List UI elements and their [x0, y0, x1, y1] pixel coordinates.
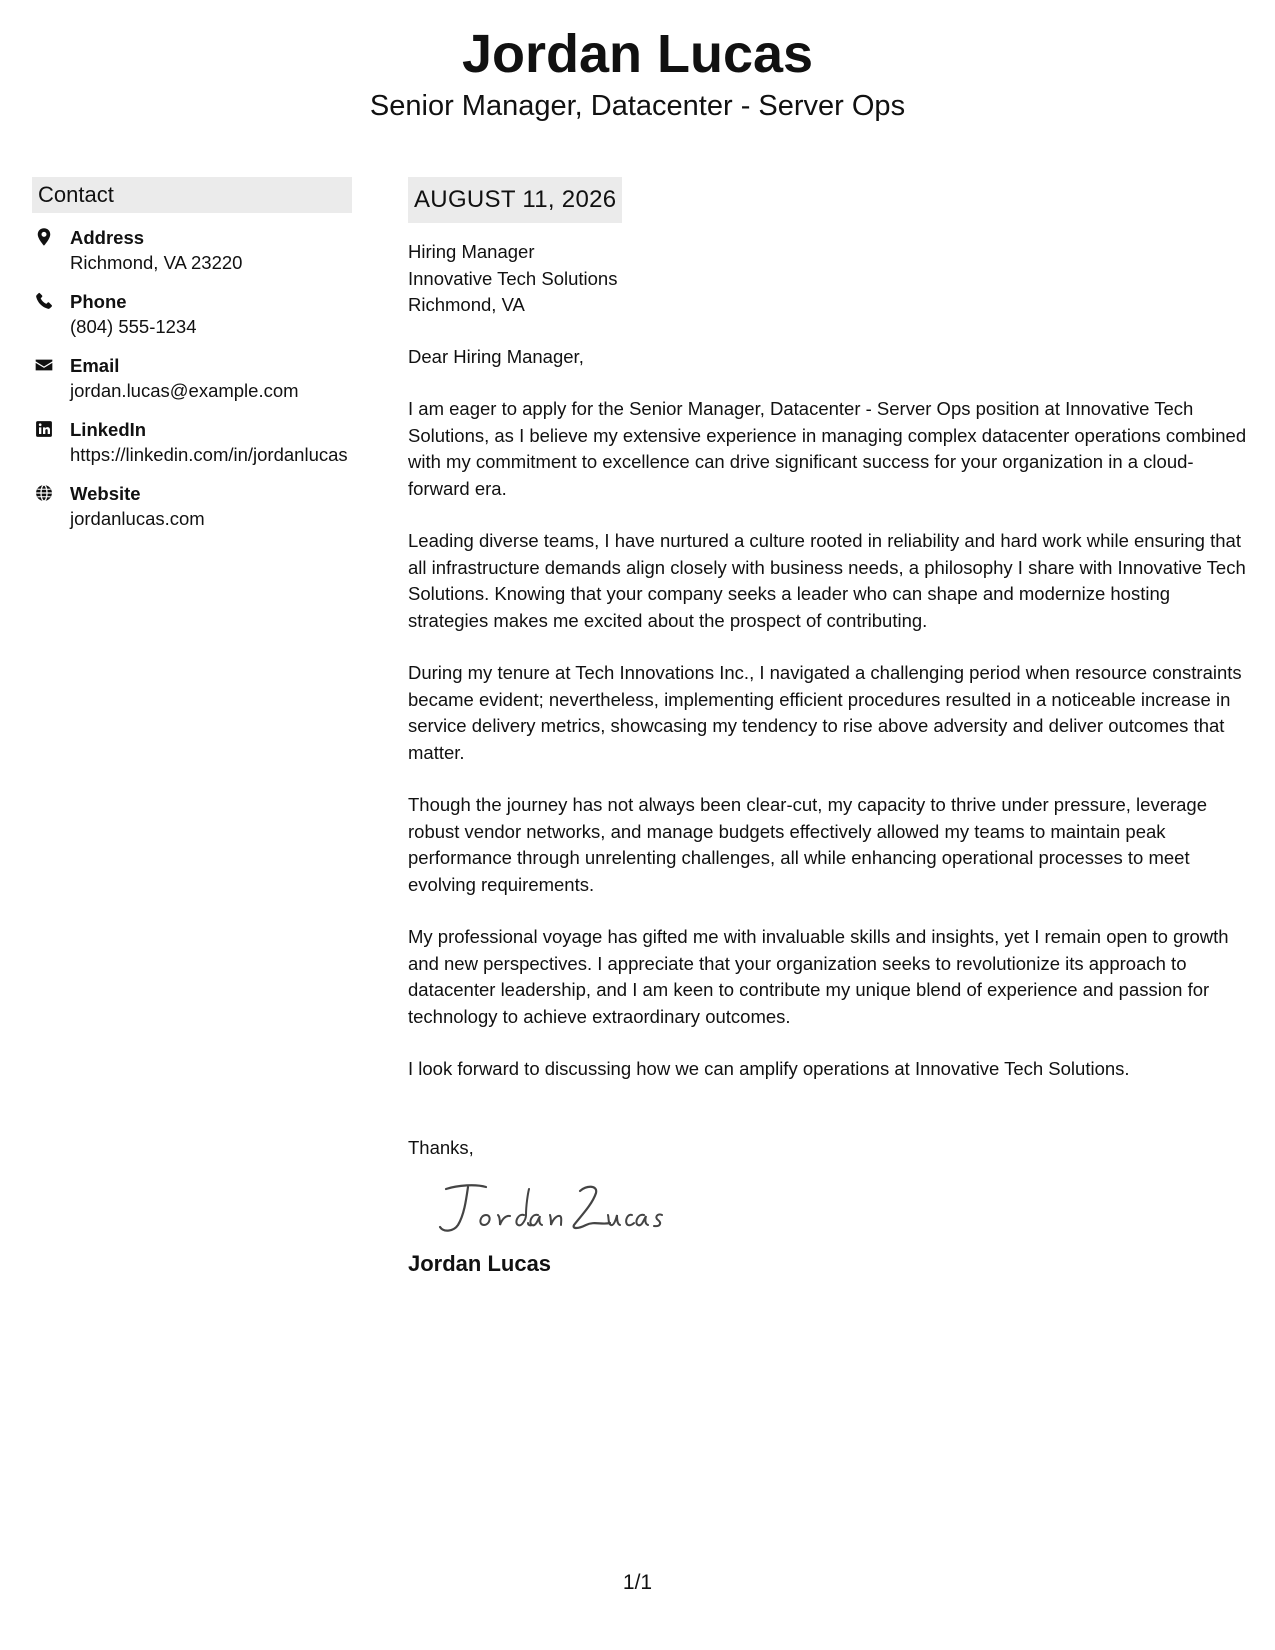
contact-label-email: Email — [70, 355, 120, 376]
letter-greeting: Dear Hiring Manager, — [408, 345, 584, 367]
contact-value-website[interactable]: jordanlucas.com — [70, 508, 205, 529]
letter-paragraph: Though the journey has not always been clear-cut, my capacity to thrive under pressure, leverage robust vendor networks, and manage budgets effectively allowed my teams to maintain peak performance through unrelenting challenges, all while enhancing operational processes to meet evolving requirements. — [408, 794, 1208, 895]
signer-name: Jordan Lucas — [408, 1251, 552, 1276]
contact-value-address: Richmond, VA 23220 — [70, 252, 243, 273]
contact-item-email — [32, 353, 352, 403]
contact-label-phone: Phone — [70, 291, 127, 312]
map-pin-icon — [34, 227, 54, 247]
applicant-name: Jordan Lucas — [461, 24, 814, 84]
contact-item-address — [32, 225, 352, 275]
linkedin-icon — [34, 419, 54, 439]
contact-item-linkedin — [32, 417, 352, 467]
contact-item-website — [32, 481, 352, 531]
letter-paragraph: Leading diverse teams, I have nurtured a culture rooted in reliability and hard work while ensuring that all infrastructure demands align closely with business needs, a philosophy I share with Innovative Tech Solutions. Knowing that your company seeks a leader who can shape and modernize hosting strategies makes me excited about the prospect of contributing. — [408, 530, 1246, 631]
recipient-name: Hiring Manager — [408, 241, 535, 262]
handwritten-signature — [428, 1175, 668, 1239]
recipient-block — [408, 239, 1253, 319]
letter-paragraph: During my tenure at Tech Innovations Inc., I navigated a challenging period when resource constraints became evident; nevertheless, implementing efficient procedures resulted in a noticeable increase in service delivery metrics, showcasing my tendency to rise above adversity and deliver outcomes that matter. — [408, 662, 1242, 763]
contact-sidebar — [32, 177, 352, 545]
applicant-job-title: Senior Manager, Datacenter - Server Ops — [369, 90, 906, 122]
letter-paragraph: I look forward to discussing how we can amplify operations at Innovative Tech Solutions. — [408, 1058, 1130, 1079]
contact-value-linkedin[interactable]: https://linkedin.com/in/jordanlucas — [70, 444, 348, 465]
page-number: 1/1 — [622, 1571, 653, 1594]
letter-body — [408, 177, 1253, 1279]
contact-label-address: Address — [70, 227, 145, 248]
contact-label-linkedin: LinkedIn — [70, 419, 147, 440]
contact-label-website: Website — [70, 483, 141, 504]
phone-icon — [34, 291, 54, 311]
contact-item-phone — [32, 289, 352, 339]
globe-icon — [34, 483, 54, 503]
letter-paragraph: My professional voyage has gifted me with invaluable skills and insights, yet I remain open to growth and new perspectives. I appreciate that your organization seeks to revolutionize its approach to datacenter leadership, and I am keen to contribute my unique blend of experience and passion for technology to achieve extraordinary outcomes. — [408, 926, 1229, 1027]
envelope-icon — [34, 355, 54, 375]
contact-section-title: Contact — [32, 177, 352, 213]
letter-date: AUGUST 11, 2026 — [408, 177, 622, 223]
letter-header — [0, 22, 1275, 124]
letter-closing: Thanks, — [408, 1136, 474, 1158]
contact-value-email: jordan.lucas@example.com — [70, 380, 299, 401]
recipient-company: Innovative Tech Solutions — [408, 267, 618, 289]
contact-list — [32, 225, 352, 531]
contact-value-phone: (804) 555-1234 — [70, 316, 197, 337]
letter-paragraph: I am eager to apply for the Senior Manager, Datacenter - Server Ops position at Innovative Tech Solutions, as I believe my extensive experience in managing complex datacenter operations combined with my commitment to excellence can drive significant success for your organization in a cloud-forward era. — [408, 398, 1247, 499]
recipient-location: Richmond, VA — [408, 294, 525, 315]
